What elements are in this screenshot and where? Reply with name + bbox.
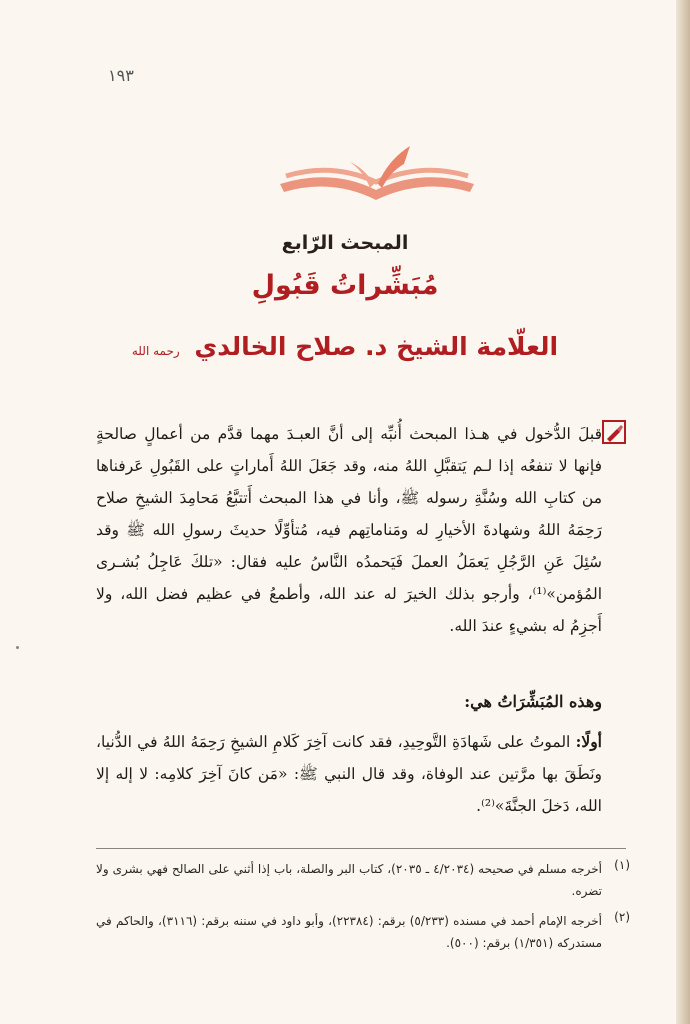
point-one — [96, 726, 602, 822]
point-one-text: الموتُ على شَهادَةِ التَّوحِيدِ، فقد كانت آخِرَ كَلامِ الشيخِ رَحِمَهُ اللهُ في الدُّنيا، ونَطَقَ بها مرَّتين عند الوفاة، وقد قال النبي ﷺ: «مَن كانَ آخِرَ كلامِه: لا إله إلا الله، دَخلَ الجنَّةَ»⁽²⁾. — [96, 733, 602, 815]
page-edge — [676, 0, 690, 1024]
footnote-2-number: (٢) — [614, 910, 630, 924]
honorific-glyph: رحمه الله — [131, 344, 180, 358]
section-title: مُبَشِّراتُ قَبُولِ — [251, 270, 439, 301]
intro-paragraph: قبلَ الدُّخول في هـذا المبحث أُنبِّه إلى أنَّ العبـدَ مهما قدَّم من أعمالٍ صالحةٍ فإنها لا تنفعُه إذا لـم يَتقبَّلِ اللهُ منه، وقد جَعَلَ اللهُ أَماراتٍ على القَبُولِ عَرفناها من كتابِ الله وسُنَّةِ رسوله ﷺ، وأنا في هذا المبحث أَتتبَّعُ مَحامِدَ الشيخِ صلاح رَحِمَهُ اللهُ وشهادةَ الأخيارِ له ومَناماتِهم فيه، مُتأوِّلًا حديثَ رسولِ الله ﷺ وقد سُئِلَ عَنِ الرَّجُلِ يَعمَلُ العملَ فَيَحمدُه النَّاسُ عليه فقال: «تلكَ عَاجِلُ بُشـرى المُؤمن»⁽¹⁾، وأرجو بذلك الخيرَ له عند الله، وأطمعُ في عظيم فضل الله، ولا أَجزِمُ له بشيءٍ عندَ الله. — [96, 425, 602, 635]
footnote-2-text: أخرجه الإمام أحمد في مسنده (٥/٢٣٣) برقم: (٢٢٣٨٤)، وأبو داود في سننه برقم: (٣١١٦)، والحاكم في مستدركه (١/٣٥١) برقم: (٥٠٠). — [96, 914, 602, 950]
author-name: العلّامة الشيخ د. صلاح الخالدي — [194, 332, 559, 361]
list-heading: وهذه المُبَشِّرَاتُ هي: — [464, 692, 602, 711]
pen-bullet-icon — [602, 420, 626, 444]
page-number: ١٩٣ — [108, 66, 134, 85]
open-book-icon — [272, 140, 482, 212]
point-one-lead: أولًا: — [575, 732, 602, 751]
footnote-divider — [96, 848, 626, 849]
section-subtitle — [60, 332, 630, 361]
speck — [16, 646, 19, 649]
footnote-1-number: (١) — [614, 858, 630, 872]
section-label: المبحث الرّابع — [281, 232, 409, 254]
footnote-1-text: أخرجه مسلم في صحيحه (٤/٢٠٣٤ ـ ٢٠٣٥)، كتاب البر والصلة، باب إذا أثني على الصالح فهي بشرى ولا تضره. — [96, 862, 602, 898]
